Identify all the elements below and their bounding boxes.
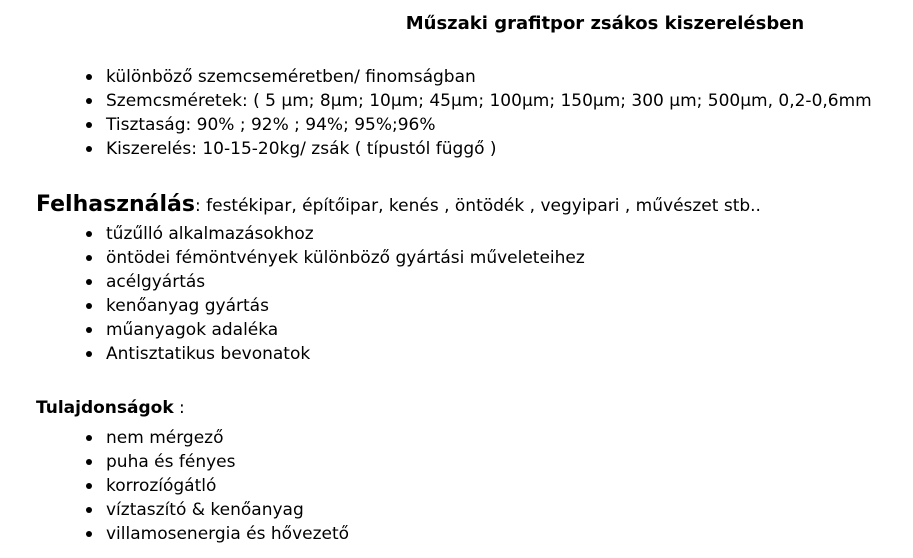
property-item: korrozíógátló (85, 474, 349, 498)
property-item: víztaszító & kenőanyag (85, 498, 349, 522)
spec-item: Tisztaság: 90% ; 92% ; 94%; 95%;96% (85, 113, 872, 137)
usage-section-header (36, 190, 761, 221)
spec-item: Kiszerelés: 10-15-20kg/ zsák ( típustól függő ) (85, 137, 872, 161)
properties-list (85, 426, 349, 546)
property-item: nem mérgező (85, 426, 349, 450)
property-item: villamosenergia és hővezető (85, 522, 349, 546)
usage-item: műanyagok adaléka (85, 318, 585, 342)
page-title: Műszaki grafitpor zsákos kiszerelésben (405, 13, 805, 34)
spec-item: Szemcsméretek: ( 5 μm; 8μm; 10μm; 45μm; 100μm; 150μm; 300 μm; 500μm, 0,2-0,6mm (85, 89, 872, 113)
usage-item: Antisztatikus bevonatok (85, 342, 585, 366)
property-item: puha és fényes (85, 450, 349, 474)
usage-list (85, 222, 585, 366)
properties-heading-suffix: : (173, 398, 185, 418)
usage-description: : festékipar, építőipar, kenés , öntödék , vegyipari , művészet stb.. (195, 196, 761, 216)
spec-list (85, 65, 872, 161)
usage-item: öntödei fémöntvények különböző gyártási műveleteihez (85, 246, 585, 270)
usage-item: acélgyártás (85, 270, 585, 294)
properties-section-header (36, 396, 185, 420)
usage-heading: Felhasználás (36, 192, 195, 217)
usage-item: kenőanyag gyártás (85, 294, 585, 318)
spec-item: különböző szemcseméretben/ finomságban (85, 65, 872, 89)
properties-heading: Tulajdonságok (36, 398, 174, 418)
usage-item: tűzűlló alkalmazásokhoz (85, 222, 585, 246)
